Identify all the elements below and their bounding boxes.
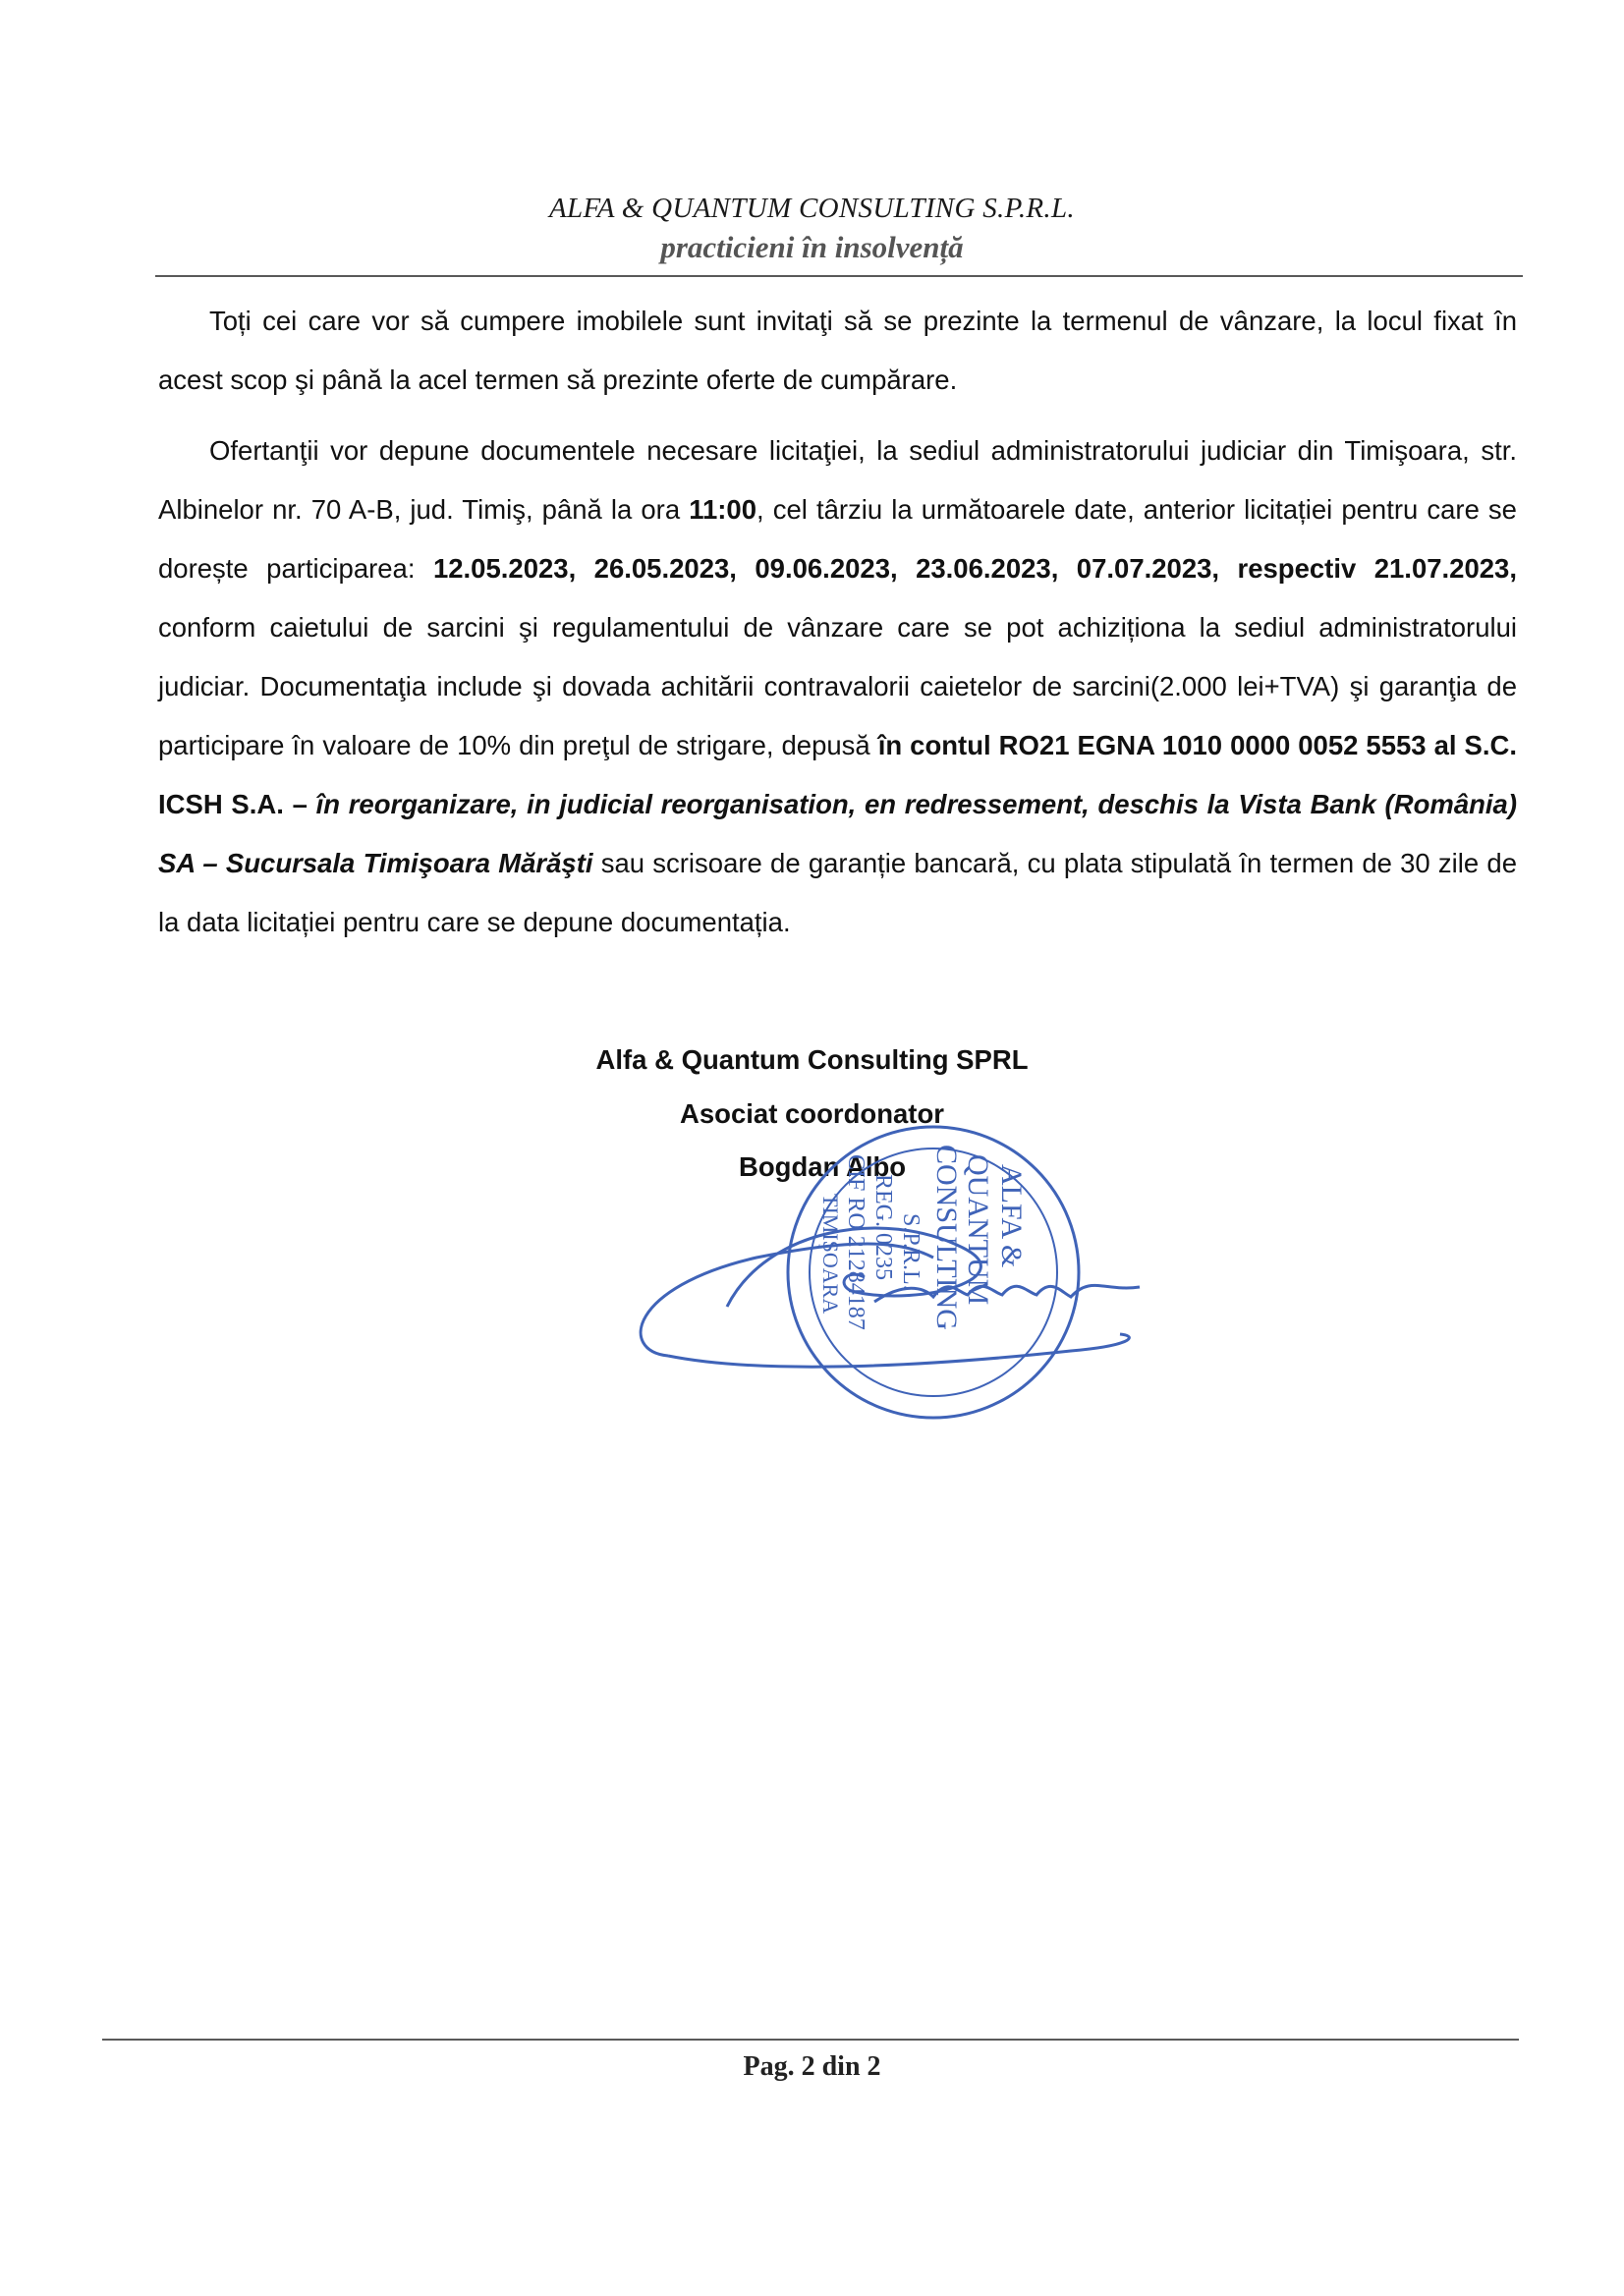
stamp-line1: ALFA & — [995, 1164, 1028, 1268]
stamp-line5: REG. 0235 — [870, 1174, 896, 1280]
stamp-line6: CIF RO 21284187 — [843, 1154, 868, 1330]
stamp-line2: QUANTUM — [962, 1154, 994, 1306]
stamp-line3: CONSULTING — [930, 1145, 963, 1330]
paragraph-2 — [158, 421, 1517, 952]
stamp-line4: S.P.R.L. — [898, 1213, 924, 1291]
footer-divider — [102, 2039, 1519, 2041]
body-text — [158, 292, 1517, 952]
signature-role: Asociat coordonator — [680, 1098, 944, 1129]
header-firm-name: ALFA & QUANTUM CONSULTING S.P.R.L. — [549, 193, 1075, 224]
stamp-circle — [788, 1127, 1079, 1418]
p2-text-d: sau scrisoare de garanție bancară, cu plata stipulată în termen de 30 zile de la data licitației pentru care se depune documentația. — [158, 848, 1517, 937]
signature-company: Alfa & Quantum Consulting SPRL — [595, 1044, 1029, 1075]
header-divider — [155, 275, 1523, 277]
signature-name: Bogdan Albo — [739, 1151, 907, 1182]
page-number: Pag. 2 din 2 — [743, 2051, 881, 2082]
header-subtitle: practicieni în insolvență — [660, 230, 964, 264]
p2-dates: 12.05.2023, 26.05.2023, 09.06.2023, 23.06.2023, 07.07.2023, respectiv 21.07.2023, — [432, 553, 1517, 584]
paragraph-1: Toți cei care vor să cumpere imobilele sunt invitaţi să se prezinte la termenul de vânzare, la locul fixat în acest scop şi până la acel termen să prezinte oferte de cumpărare. — [158, 306, 1517, 395]
p2-deadline-time: 11:00 — [689, 494, 757, 525]
p2-text-b: , cel târziu la următoarele date, anterior licitației pentru care se dorește participarea: — [158, 494, 1517, 584]
p2-text-a: Ofertanţii vor depune documentele necesare licitaţiei, la sediul administratorului judiciar din Timişoara, str. Albinelor nr. 70 A-B, jud. Timiş, până la ora — [158, 435, 1517, 525]
p2-text-c: conform caietului de sarcini şi regulamentului de vânzare care se pot achiziționa la sediul administratorului judiciar. Documentaţia include şi dovada achitării contravalorii caietelor de sarcini(2.000 lei+TVA) şi garanţia de participare în valoare de 10% din preţul de strigare, depusă — [158, 612, 1517, 760]
p2-account: în contul RO21 EGNA 1010 0000 0052 5553 al S.C. ICSH S.A. – — [158, 730, 1517, 819]
stamp-line7: TIMIŞOARA — [818, 1194, 843, 1315]
p2-reorganisation: în reorganizare, in judicial reorganisation, en redressement, deschis la Vista Bank (România) SA – Sucursala Timişoara Mărăşti — [158, 789, 1518, 878]
company-stamp — [609, 1110, 1159, 1434]
